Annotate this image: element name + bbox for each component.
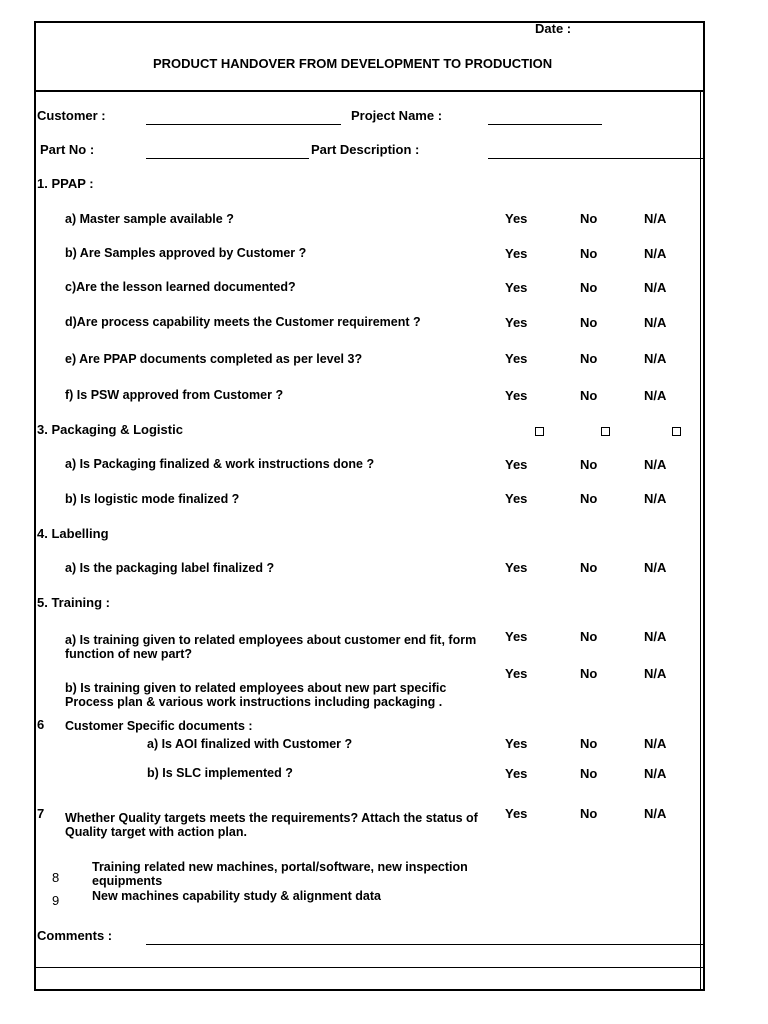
yes-option[interactable]: Yes (505, 315, 528, 330)
yes-option[interactable]: Yes (505, 211, 528, 226)
frame-right (703, 21, 705, 991)
na-option[interactable]: N/A (644, 351, 667, 366)
no-option[interactable]: No (580, 246, 598, 261)
training-item-a: a) Is training given to related employees about customer end fit, form function of new part? (65, 633, 477, 661)
na-option[interactable]: N/A (644, 388, 667, 403)
na-option[interactable]: N/A (644, 211, 667, 226)
customer-docs-item-b: b) Is SLC implemented ? (147, 766, 293, 780)
na-option[interactable]: N/A (644, 491, 667, 506)
comments-divider (34, 967, 705, 968)
no-option[interactable]: No (580, 666, 598, 681)
section-labelling-heading: 4. Labelling (37, 526, 109, 541)
labelling-item-a: a) Is the packaging label finalized ? (65, 561, 275, 575)
section-ppap-heading: 1. PPAP : (37, 176, 94, 191)
yes-option[interactable]: Yes (505, 457, 528, 472)
header-divider (34, 90, 705, 92)
machines-item: Training related new machines, portal/software, new inspection equipments (92, 860, 468, 888)
no-checkbox[interactable] (601, 427, 610, 436)
ppap-item-d: d)Are process capability meets the Customer requirement ? (65, 315, 421, 329)
capability-item: New machines capability study & alignment data (92, 889, 381, 903)
project-name-field[interactable] (488, 124, 602, 125)
ppap-item-b: b) Are Samples approved by Customer ? (65, 246, 307, 260)
quality-item: Whether Quality targets meets the requirements? Attach the status of Quality target with action plan. (65, 811, 478, 839)
na-option[interactable]: N/A (644, 457, 667, 472)
section-customer-docs-heading: Customer Specific documents : (65, 719, 253, 733)
section-7-number: 7 (37, 806, 45, 821)
frame-bottom (34, 989, 705, 991)
yes-option[interactable]: Yes (505, 246, 528, 261)
yes-option[interactable]: Yes (505, 736, 528, 751)
no-option[interactable]: No (580, 315, 598, 330)
no-option[interactable]: No (580, 629, 598, 644)
part-description-field[interactable] (488, 158, 704, 159)
na-option[interactable]: N/A (644, 766, 667, 781)
na-checkbox[interactable] (672, 427, 681, 436)
part-no-field[interactable] (146, 158, 309, 159)
section-training-heading: 5. Training : (37, 595, 110, 610)
yes-option[interactable]: Yes (505, 666, 528, 681)
section-6-number: 6 (37, 717, 45, 732)
yes-option[interactable]: Yes (505, 351, 528, 366)
yes-option[interactable]: Yes (505, 491, 528, 506)
yes-option[interactable]: Yes (505, 806, 528, 821)
part-description-label: Part Description : (311, 142, 420, 157)
ppap-item-a: a) Master sample available ? (65, 212, 234, 226)
na-option[interactable]: N/A (644, 806, 667, 821)
yes-checkbox[interactable] (535, 427, 544, 436)
no-option[interactable]: No (580, 491, 598, 506)
na-option[interactable]: N/A (644, 246, 667, 261)
yes-option[interactable]: Yes (505, 766, 528, 781)
yes-option[interactable]: Yes (505, 560, 528, 575)
ppap-item-e: e) Are PPAP documents completed as per level 3? (65, 352, 363, 366)
frame-top (34, 21, 705, 23)
customer-field[interactable] (146, 124, 341, 125)
no-option[interactable]: No (580, 280, 598, 295)
date-label: Date : (535, 21, 572, 36)
comments-label: Comments : (37, 928, 113, 943)
na-option[interactable]: N/A (644, 736, 667, 751)
no-option[interactable]: No (580, 560, 598, 575)
no-option[interactable]: No (580, 736, 598, 751)
yes-option[interactable]: Yes (505, 388, 528, 403)
ppap-item-c: c)Are the lesson learned documented? (65, 280, 296, 294)
packaging-item-b: b) Is logistic mode finalized ? (65, 492, 240, 506)
customer-label: Customer : (37, 108, 106, 123)
project-name-label: Project Name : (351, 108, 443, 123)
no-option[interactable]: No (580, 806, 598, 821)
comments-field[interactable] (146, 944, 704, 945)
frame-left (34, 21, 36, 991)
section-8-number: 8 (52, 870, 60, 885)
na-option[interactable]: N/A (644, 666, 667, 681)
no-option[interactable]: No (580, 211, 598, 226)
customer-docs-item-a: a) Is AOI finalized with Customer ? (147, 737, 353, 751)
na-option[interactable]: N/A (644, 560, 667, 575)
no-option[interactable]: No (580, 388, 598, 403)
part-no-label: Part No : (40, 142, 95, 157)
na-option[interactable]: N/A (644, 629, 667, 644)
yes-option[interactable]: Yes (505, 280, 528, 295)
frame-right-inner (700, 92, 701, 990)
section-9-number: 9 (52, 893, 60, 908)
page-title: PRODUCT HANDOVER FROM DEVELOPMENT TO PRODUCTION (153, 56, 553, 71)
no-option[interactable]: No (580, 351, 598, 366)
ppap-item-f: f) Is PSW approved from Customer ? (65, 388, 284, 402)
section-packaging-heading: 3. Packaging & Logistic (37, 422, 183, 437)
no-option[interactable]: No (580, 457, 598, 472)
na-option[interactable]: N/A (644, 315, 667, 330)
training-item-b: b) Is training given to related employees about new part specific Process plan & various work instructions including packaging . (65, 681, 447, 709)
packaging-item-a: a) Is Packaging finalized & work instructions done ? (65, 457, 375, 471)
no-option[interactable]: No (580, 766, 598, 781)
na-option[interactable]: N/A (644, 280, 667, 295)
yes-option[interactable]: Yes (505, 629, 528, 644)
